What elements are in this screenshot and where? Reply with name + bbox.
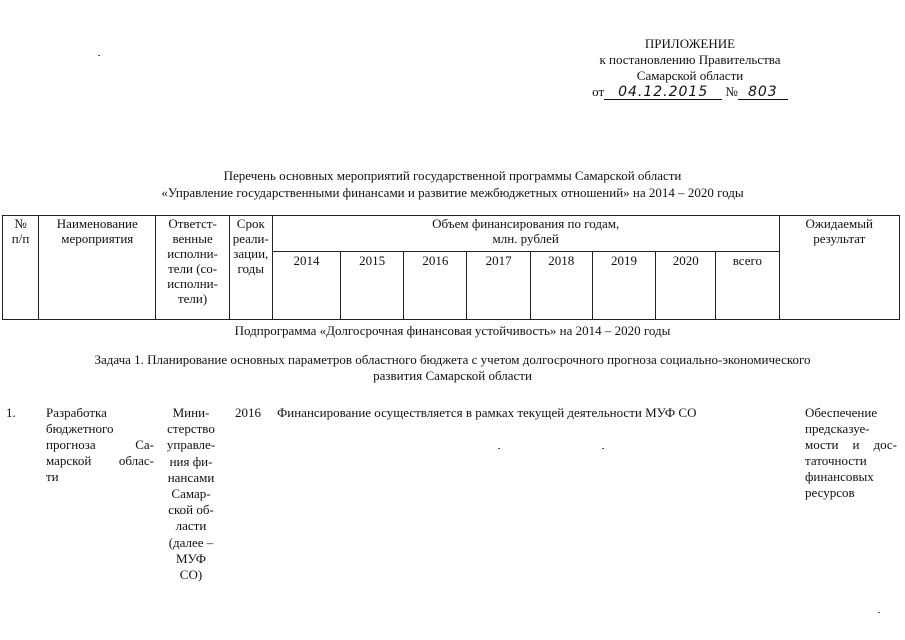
header-year-2017: 2017 (467, 252, 530, 320)
header-table (2, 215, 900, 320)
subprogram-heading: Подпрограмма «Долгосрочная финансовая устойчивость» на 2014 – 2020 годы (234, 323, 671, 338)
scan-speck (498, 448, 500, 449)
header-responsible: Ответст- венные исполни- тели (со- исполни- тели) (156, 216, 229, 320)
row-1-result: Обеспечение предсказуе- мости и дос- таточности финансовых ресурсов (805, 405, 897, 500)
row-1-responsible: Мини- стерство управле- ния фи- нансами Самар- ской об- ласти (далее – МУФ СО) (166, 405, 216, 583)
header-year-2018: 2018 (530, 252, 592, 320)
approval-line-2: Самарской области (636, 68, 744, 83)
header-year-2019: 2019 (592, 252, 655, 320)
header-name: Наименование мероприятия (39, 216, 156, 320)
header-year-2020: 2020 (656, 252, 716, 320)
number-prefix: № (725, 84, 738, 99)
row-1-financing: Финансирование осуществляется в рамках текущей деятельности МУФ СО (277, 405, 697, 420)
header-result: Ожидаемый результат (779, 216, 899, 320)
title-line-2: «Управление государственными финансами и развитие межбюджетных отношений» на 2014 – 2020 годы (161, 185, 744, 200)
header-year-2016: 2016 (404, 252, 467, 320)
row-1-name: Разработка бюджетного прогноза Са- марской облас- ти (46, 405, 154, 484)
header-year-2014: 2014 (272, 252, 340, 320)
approval-line-1: к постановлению Правительства (599, 52, 781, 67)
date-prefix: от (592, 84, 605, 99)
document-title (60, 167, 845, 201)
header-financing: Объем финансирования по годам, млн. рублей (272, 216, 779, 252)
row-1-term: 2016 (235, 405, 261, 420)
header-num: № п/п (3, 216, 39, 320)
header-year-2015: 2015 (341, 252, 404, 320)
handwritten-date: 04.12.2015 (604, 85, 722, 100)
approval-block (560, 36, 820, 100)
title-line-1: Перечень основных мероприятий государственной программы Самарской области (223, 168, 682, 183)
scan-speck (602, 448, 604, 449)
handwritten-number: 803 (738, 85, 788, 100)
header-term: Срок реали- зации, годы (229, 216, 272, 320)
scan-speck (878, 612, 880, 613)
header-total: всего (716, 252, 779, 320)
row-1-number: 1. (6, 405, 16, 420)
approval-heading: ПРИЛОЖЕНИЕ (644, 36, 736, 51)
scan-speck (98, 55, 100, 56)
task-heading: Задача 1. Планирование основных параметров областного бюджета с учетом долгосрочного прогноза социально-экономического развития Самарской области (94, 352, 811, 383)
approval-date-line (560, 84, 820, 100)
